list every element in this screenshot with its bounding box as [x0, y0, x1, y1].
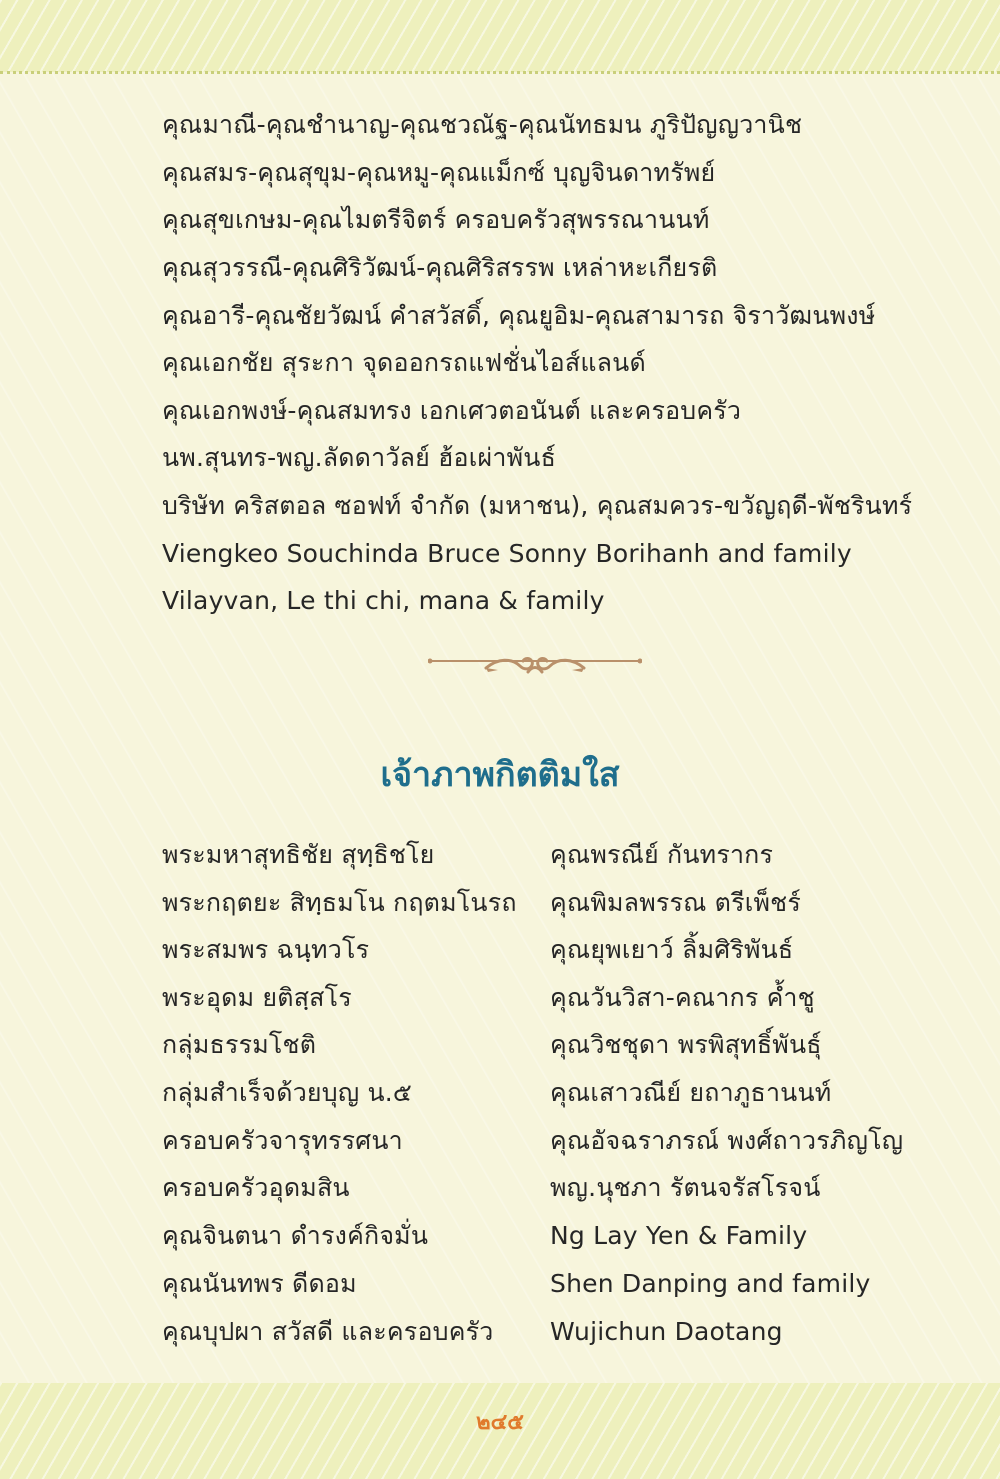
section-heading: เจ้าภาพกิตติมใส — [380, 755, 620, 795]
list-item: พระอุดม ยติสฺสโร — [162, 983, 352, 1012]
list-item: คุณอัจฉราภรณ์ พงศ์ถาวรภิญโญ — [550, 1126, 904, 1155]
list-item: คุณบุปผา สวัสดี และครอบครัว — [162, 1317, 494, 1346]
list-item: คุณยุพเยาว์ ลิ้มศิริพันธ์ — [550, 935, 794, 964]
list-item: คุณสุขเกษม-คุณไมตรีจิตร์ ครอบครัวสุพรรณานนท์ — [162, 205, 710, 234]
list-item: คุณเอกพงษ์-คุณสมทรง เอกเศวตอนันต์ และครอบครัว — [162, 396, 742, 425]
list-item: พระมหาสุทธิชัย สุทฺธิชโย — [162, 840, 435, 869]
list-item: กลุ่มสำเร็จด้วยบุญ น.๕ — [162, 1078, 413, 1107]
list-item: พระสมพร ฉนฺทวโร — [162, 935, 370, 964]
list-item: คุณจินตนา ดำรงค์กิจมั่น — [162, 1221, 429, 1250]
top-dotted-divider — [0, 71, 1000, 74]
list-item: กลุ่มธรรมโชติ — [162, 1030, 317, 1059]
list-item: คุณวิชชุดา พรพิสุทธิ์พันธุ์ — [550, 1030, 822, 1059]
list-item: คุณพรณีย์ กันทรากร — [550, 840, 774, 869]
list-item: Ng Lay Yen & Family — [550, 1221, 808, 1250]
list-item: ครอบครัวอุดมสิน — [162, 1173, 350, 1202]
page-number: ๒๔๕ — [476, 1410, 524, 1435]
list-item: คุณสุวรรณี-คุณศิริวัฒน์-คุณศิริสรรพ เหล่าหะเกียรติ — [162, 253, 718, 282]
list-item: คุณสมร-คุณสุขุม-คุณหมู-คุณแม็กซ์ บุญจินดาทรัพย์ — [162, 158, 716, 187]
list-item: บริษัท คริสตอล ซอฟท์ จำกัด (มหาชน), คุณสมควร-ขวัญฤดี-พัชรินทร์ — [162, 491, 913, 520]
list-item: คุณมาณี-คุณชำนาญ-คุณชวณัฐ-คุณนัทธมน ภูริปัญญวานิช — [162, 110, 803, 139]
list-item: พระกฤตยะ สิทฺธมโน กฤตมโนรถ — [162, 888, 517, 917]
list-item: ครอบครัวจารุทรรศนา — [162, 1126, 403, 1155]
list-item: Viengkeo Souchinda Bruce Sonny Borihanh and family — [162, 539, 852, 568]
list-item: พญ.นุชภา รัตนจรัสโรจน์ — [550, 1173, 821, 1202]
ornament-divider-icon — [428, 650, 642, 678]
list-item: Vilayvan, Le thi chi, mana & family — [162, 586, 605, 615]
list-item: คุณอารี-คุณชัยวัฒน์ คำสวัสดิ์, คุณยูอิม-คุณสามารถ จิราวัฒนพงษ์ — [162, 301, 876, 330]
list-item: คุณเอกชัย สุระกา จุดออกรถแฟชั่นไอส์แลนด์ — [162, 348, 646, 377]
list-item: คุณพิมลพรรณ ตรีเพ็ชร์ — [550, 888, 801, 917]
list-item: Wujichun Daotang — [550, 1317, 783, 1346]
list-item: คุณวันวิสา-คณากร ค้ำชู — [550, 983, 815, 1012]
top-decorative-band — [0, 0, 1000, 72]
list-item: คุณนันทพร ดีดอม — [162, 1269, 357, 1298]
list-item: Shen Danping and family — [550, 1269, 871, 1298]
list-item: คุณเสาวณีย์ ยถาภูธานนท์ — [550, 1078, 832, 1107]
list-item: นพ.สุนทร-พญ.ลัดดาวัลย์ ฮ้อเผ่าพันธ์ — [162, 443, 557, 472]
